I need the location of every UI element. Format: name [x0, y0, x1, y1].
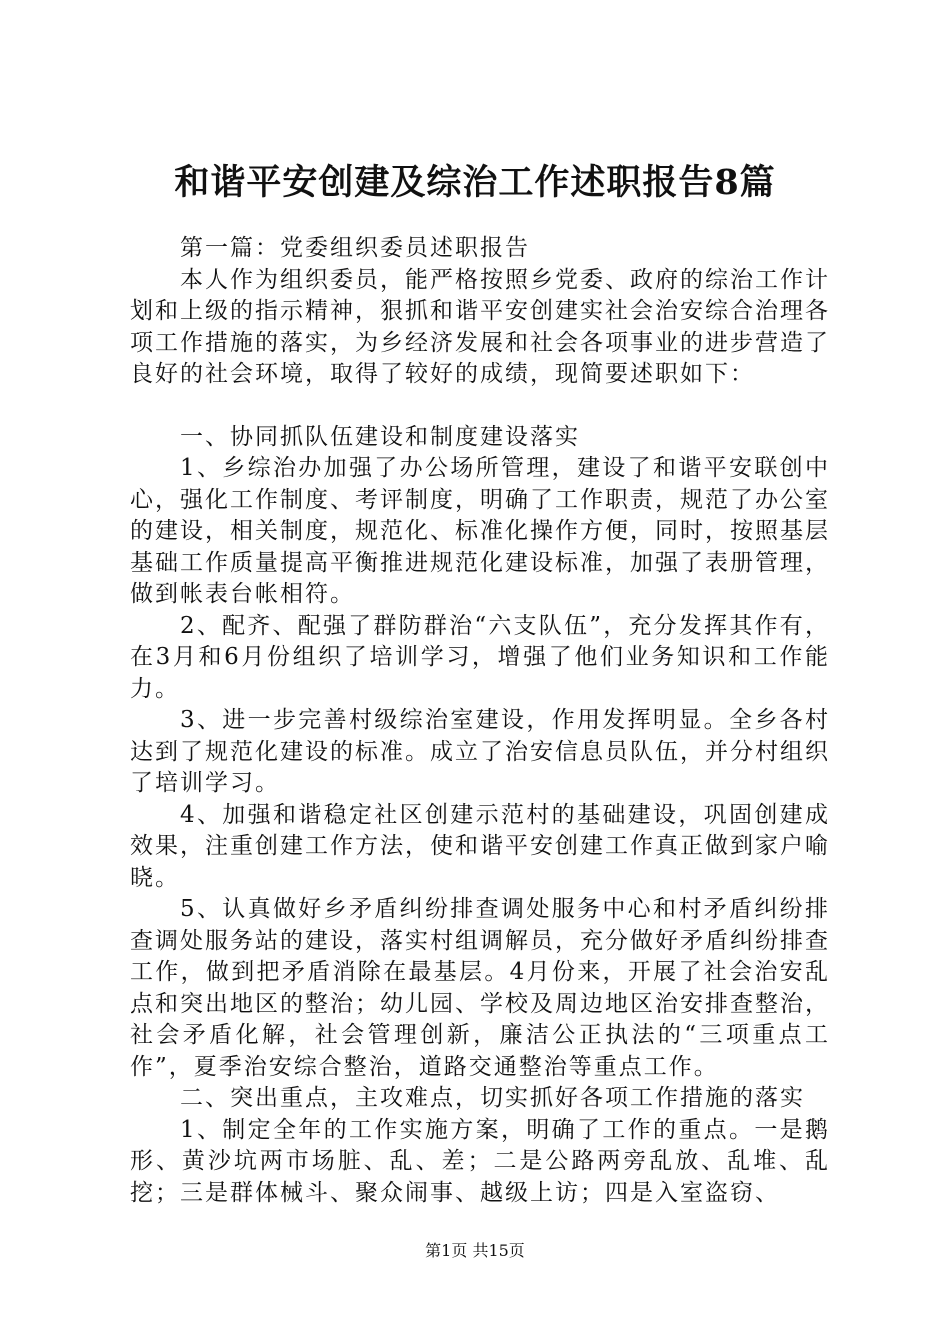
section-heading-part-one: 第一篇：党委组织委员述职报告 — [180, 235, 530, 261]
document-body — [130, 233, 830, 1209]
section-heading-two: 二、突出重点，主攻难点，切实抓好各项工作措施的落实 — [180, 1085, 805, 1111]
body-paragraph: 5、认真做好乡矛盾纠纷排查调处服务中心和村矛盾纠纷排查调处服务站的建设，落实村组调解员，充分做好矛盾纠纷排查工作，做到把矛盾消除在最基层。4月份来，开展了社会治安乱点和突出地区的整治；幼儿园、学校及周边地区治安排查整治，社会矛盾化解，社会管理创新，廉洁公正执法的“三项重点工作”，夏季治安综合整治，道路交通整治等重点工作。 — [130, 896, 830, 1080]
body-paragraph: 2、配齐、配强了群防群治“六支队伍”，充分发挥其作有，在3月和6月份组织了培训学习，增强了他们业务知识和工作能力。 — [130, 612, 830, 702]
body-paragraph: 1、乡综治办加强了办公场所管理，建设了和谐平安联创中心，强化工作制度、考评制度，明确了工作职责，规范了办公室的建设，相关制度，规范化、标准化操作方便，同时，按照基层基础工作质量提高平衡推进规范化建设标准，加强了表册管理，做到帐表台帐相符。 — [130, 455, 830, 607]
section-heading-one: 一、协同抓队伍建设和制度建设落实 — [180, 423, 580, 450]
body-paragraph: 1、制定全年的工作实施方案，明确了工作的重点。一是鹅形、黄沙坑两市场脏、乱、差；二是公路两旁乱放、乱堆、乱挖；三是群体械斗、聚众闹事、越级上访；四是入室盗窃、 — [130, 1116, 830, 1206]
document-title: 和谐平安创建及综治工作述职报告8篇 — [174, 162, 776, 203]
intro-paragraph: 本人作为组织委员，能严格按照乡党委、政府的综治工作计划和上级的指示精神，狠抓和谐平安创建实社会治安综合治理各项工作措施的落实，为乡经济发展和社会各项事业的进步营造了良好的社会环境，取得了较好的成绩，现简要述职如下： — [130, 266, 830, 387]
page-number-footer: 第1页 共15页 — [425, 1241, 525, 1260]
body-paragraph: 4、加强和谐稳定社区创建示范村的基础建设，巩固创建成效果，注重创建工作方法，使和谐平安创建工作真正做到家户喻晓。 — [130, 801, 830, 891]
body-paragraph: 3、进一步完善村级综治室建设，作用发挥明显。全乡各村达到了规范化建设的标准。成立了治安信息员队伍，并分村组织了培训学习。 — [130, 707, 830, 796]
